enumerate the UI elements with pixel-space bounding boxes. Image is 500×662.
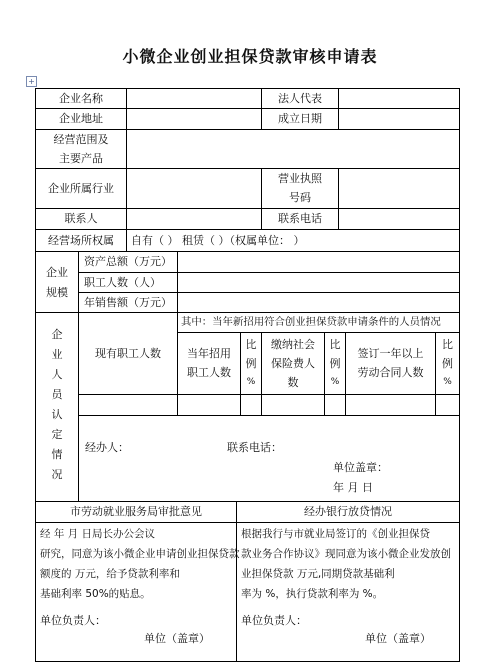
premises-value: 自有（ ） 租赁（ ）（权属单位： ） [131,234,305,247]
cell-industry-label [35,168,127,209]
ratio-b-char: 例 [329,357,341,370]
ratio-a-char: % [246,377,256,387]
cell-contract-header [345,332,436,395]
cell-ratio-c-header [435,332,460,395]
assets-label: 资产总额（万元） [84,255,172,268]
handler-label: 经办人： [85,441,129,454]
cell-personnel-side-label [35,312,79,502]
personnel-label-char: 员 [51,388,63,401]
industry-label: 企业所属行业 [48,182,114,195]
approval-left-line: 基础利率 50%的贴息。 [40,588,151,600]
cell-ratio-a-header [240,332,262,395]
approval-left-sign: 单位负责人： [40,614,106,627]
founded-date-label: 成立日期 [278,112,322,125]
ratio-c-char: % [443,377,452,387]
cell-address-label [35,108,127,130]
group-header-label: 其中：当年新招用符合创业担保贷款申请条件的人员情况 [181,316,441,328]
approval-left-line: 研究，同意为该小微企业申请创业担保贷款 [40,548,240,560]
contact-label: 联系人 [64,212,98,225]
approval-left-stamp: 单位（盖章） [144,632,210,645]
cell-license-value[interactable] [338,168,460,209]
cell-phone-label [261,208,339,230]
cell-new-hires-header [177,332,241,395]
personnel-label-char: 认 [51,408,63,421]
phone-label: 联系电话 [278,212,322,225]
approval-right-line: 业担保贷款 万元,同期贷款基础利 [241,568,395,580]
approval-left-line: 经 年 月 日局长办公会议 [40,528,156,540]
personnel-label-char: 业 [51,348,63,361]
approval-right-header: 经办银行放贷情况 [304,505,392,518]
approval-right-line: 款业务合作协议》现同意为该小微企业发放创 [241,548,451,560]
legal-rep-label: 法人代表 [278,92,322,105]
license-label-line1: 营业执照 [278,172,322,185]
cell-employees-label [78,272,178,293]
cell-new-hires-value[interactable] [177,394,241,416]
current-staff-label: 现有职工人数 [95,347,161,360]
social-label-line3: 数 [287,376,299,389]
cell-employees-value[interactable] [177,272,460,293]
cell-approval-left-body [35,522,240,662]
cell-current-staff-value[interactable] [78,394,178,416]
premises-label: 经营场所权属 [48,234,114,247]
personnel-label-char: 况 [51,468,63,481]
cell-ratio-c-value[interactable] [435,394,460,416]
new-hires-label-line1: 当年招用 [187,347,231,360]
cell-contract-value[interactable] [345,394,436,416]
approval-right-stamp: 单位（盖章） [365,632,431,645]
cell-license-label [261,168,339,209]
personnel-label-char: 企 [51,328,63,341]
approval-right-sign: 单位负责人： [241,614,307,627]
approval-right-line: 率为 %，执行贷款利率为 %。 [241,588,384,600]
employees-label: 职工人数（人） [84,276,161,289]
contract-label-line1: 签订一年以上 [357,347,424,360]
ratio-a-char: 例 [245,357,257,370]
cell-phone-value[interactable] [338,208,460,230]
approval-right-line: 根据我行与市就业局签订的《创业担保贷 [241,528,430,540]
cell-legal-rep-value[interactable] [338,88,460,109]
cell-founded-value[interactable] [338,108,460,130]
address-label: 企业地址 [59,112,103,125]
company-name-label: 企业名称 [59,92,103,105]
cell-ratio-b-value[interactable] [324,394,346,416]
business-scope-label-line2: 主要产品 [59,152,103,165]
cell-ratio-b-header [324,332,346,395]
handler-phone-label: 联系电话： [227,441,282,454]
cell-business-scope-label [35,129,127,169]
cell-approval-right-body [236,522,460,662]
cell-social-value[interactable] [261,394,325,416]
cell-premises-label [35,229,127,252]
social-label-line1: 缴纳社会 [271,338,315,351]
personnel-label-char: 情 [51,448,63,461]
cell-industry-value[interactable] [126,168,262,209]
cell-premises-value[interactable] [126,229,460,252]
cell-business-scope-value[interactable] [126,129,460,169]
ratio-c-char: 比 [442,338,453,351]
license-label-line2: 号码 [289,191,311,204]
ratio-b-char: 比 [329,338,341,351]
date-label: 年 月 日 [333,481,373,494]
cell-current-staff-header [78,312,178,395]
table-move-handle-icon[interactable]: + [26,76,37,87]
cell-founded-label [261,108,339,130]
personnel-label-char: 定 [51,428,63,441]
seal-label: 单位盖章： [333,461,388,474]
contract-label-line2: 劳动合同人数 [357,366,424,379]
cell-contact-label [35,208,127,230]
social-label-line2: 保险费人 [271,357,315,370]
cell-group-header [177,312,460,333]
cell-social-insurance-header [261,332,325,395]
cell-handler-area [78,415,460,502]
cell-sales-value[interactable] [177,292,460,313]
cell-contact-value[interactable] [126,208,262,230]
cell-approval-left-header [35,501,237,523]
cell-sales-label [78,292,178,313]
cell-address-value[interactable] [126,108,262,130]
cell-company-name-label [35,88,127,109]
cell-assets-label [78,251,178,273]
cell-ratio-a-value[interactable] [240,394,262,416]
scale-label-line1: 企业 [46,266,68,279]
ratio-b-char: % [330,377,340,387]
ratio-c-char: 例 [442,357,453,370]
approval-left-header: 市劳动就业服务局审批意见 [70,505,202,518]
new-hires-label-line2: 职工人数 [187,366,231,379]
cell-legal-rep-label [261,88,339,109]
page-title: 小微企业创业担保贷款审核申请表 [122,47,378,66]
cell-scale-label [35,251,79,313]
sales-label: 年销售额（万元） [84,296,172,309]
cell-company-name-value[interactable] [126,88,262,109]
ratio-a-char: 比 [245,338,257,351]
scale-label-line2: 规模 [46,286,68,299]
personnel-label-char: 人 [51,368,63,381]
cell-approval-right-header [236,501,460,523]
cell-assets-value[interactable] [177,251,460,273]
business-scope-label-line1: 经营范围及 [53,133,109,146]
approval-left-line: 额度的 万元，给予贷款利率和 [40,568,180,580]
